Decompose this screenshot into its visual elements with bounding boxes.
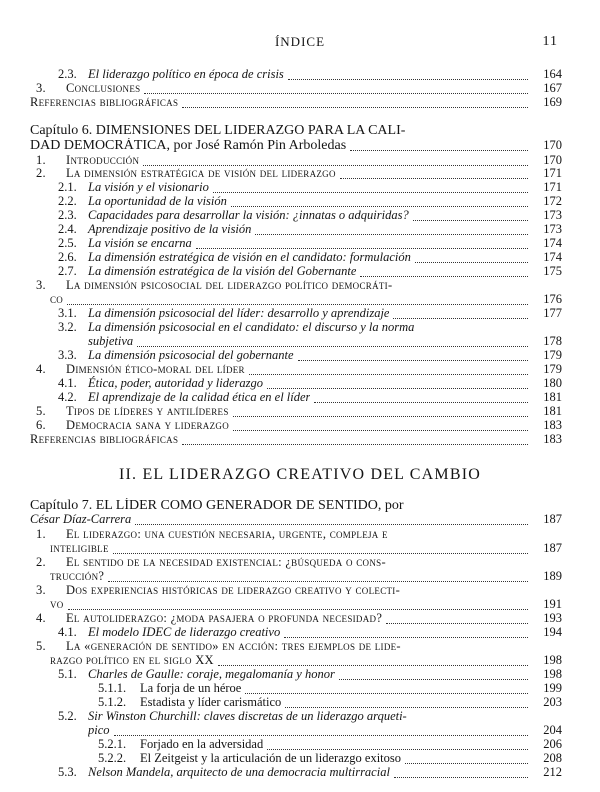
dot-leader (386, 613, 528, 624)
dot-leader (267, 378, 528, 389)
toc-entry-label (88, 334, 133, 348)
dot-leader (340, 168, 528, 179)
toc-entry-label (58, 390, 310, 404)
dot-leader (405, 753, 528, 764)
toc-entry-text: Referencias bibliográficas (30, 432, 179, 446)
dot-leader (350, 140, 528, 151)
toc-entry-text: La dimensión estratégica de la visión del Gobernante (88, 264, 357, 278)
toc-entry-page: 208 (543, 751, 562, 765)
dot-leader (213, 182, 528, 193)
toc-entry-page: 191 (543, 597, 562, 611)
toc-entry-label (30, 95, 178, 109)
toc-entry-page: 175 (543, 264, 562, 278)
toc-entry-number: 5.2.2. (98, 751, 127, 765)
toc-entry-label (98, 737, 263, 751)
toc-entry-page: 173 (543, 222, 562, 236)
toc-entry-page: 189 (543, 569, 562, 583)
dot-leader (218, 655, 528, 666)
dot-leader (68, 599, 528, 610)
toc-entry-text: inteligible (50, 541, 109, 555)
toc-entry-page: 167 (543, 81, 562, 95)
toc-entry-number: 2.2. (58, 194, 77, 208)
toc-entry-page: 198 (543, 653, 562, 667)
toc-entry-page: 212 (543, 765, 562, 779)
toc-entry-label (36, 362, 245, 376)
toc-entry-label (98, 695, 281, 709)
toc-entry-text: El aprendizaje de la calidad ética en el líder (88, 390, 311, 404)
dot-leader (288, 69, 528, 80)
toc-entry-label (36, 611, 382, 625)
toc-entry-number: 2.3. (58, 208, 77, 222)
toc-entry-label (58, 236, 192, 250)
toc-entry-page: 180 (543, 376, 562, 390)
toc-entry-text: Ética, poder, autoridad y liderazgo (88, 376, 263, 390)
toc-entry-number: 3.2. (58, 320, 77, 334)
toc-entry-page: 181 (543, 404, 562, 418)
dot-leader (360, 266, 528, 277)
toc-entry-number: 1. (36, 527, 46, 541)
toc-entry-page: 174 (543, 236, 562, 250)
toc-entry-text: La dimensión psicosocial del liderazgo político democráti- (66, 278, 393, 292)
toc-entry-text: La forja de un héroe (140, 681, 242, 695)
toc-entry-text: DAD DEMOCRÁTICA, por José Ramón Pin Arboledas (30, 138, 347, 153)
toc-entry-text: El autoliderazgo: ¿moda pasajera o profunda necesidad? (66, 611, 383, 625)
dot-leader (339, 669, 528, 680)
toc-entry-text: co (50, 292, 64, 306)
toc-entry-label (58, 180, 209, 194)
toc-entry-text: El modelo IDEC de liderazgo creativo (88, 625, 281, 639)
toc-entry-number: 5. (36, 639, 46, 653)
toc-entry-page: 187 (543, 512, 562, 526)
toc-entry-number: 3. (36, 81, 46, 95)
toc-entry-number: 2. (36, 555, 46, 569)
toc-entry-label (50, 653, 214, 667)
page-number: 11 (542, 34, 558, 49)
toc-entry-text: La dimensión psicosocial en el candidato: el discurso y la norma (88, 320, 415, 334)
toc-entry-text: Capítulo 7. EL LÍDER COMO GENERADOR DE SENTIDO, por (30, 498, 404, 513)
toc-entry-page: 203 (543, 695, 562, 709)
toc-entry-label (36, 527, 388, 541)
toc-entry-label (58, 306, 389, 320)
toc-entry-label (58, 250, 411, 264)
toc-entry-number: 5.1.2. (98, 695, 127, 709)
toc-entry-number: 4. (36, 362, 46, 376)
toc-entry-text: La dimensión estratégica de visión en el candidato: formulación (88, 250, 411, 264)
toc-entry-number: 5.2. (58, 709, 77, 723)
toc-entry-number: 5.1.1. (98, 681, 127, 695)
toc-entry-text: Sir Winston Churchill: claves discretas de un liderazgo arqueti- (88, 709, 407, 723)
toc-entry-page: 169 (543, 95, 562, 109)
toc-entry-number: 4. (36, 611, 46, 625)
toc-entry-label (50, 569, 104, 583)
toc-entry-label (50, 597, 64, 611)
toc-entry-label (58, 208, 409, 222)
toc-entry-number: 2. (36, 166, 46, 180)
toc-entry-page: 171 (543, 180, 562, 194)
toc-entry-text: La oportunidad de la visión (88, 194, 227, 208)
toc-entry-text: Dos experiencias históricas de liderazgo creativo y colecti- (66, 583, 401, 597)
toc-entry-text: La dimensión estratégica de visión del liderazgo (66, 166, 336, 180)
toc-entry-text: El liderazgo: una cuestión necesaria, urgente, compleja e (66, 527, 388, 541)
dot-leader (393, 308, 528, 319)
toc-entry-text: La dimensión psicosocial del líder: desarrollo y aprendizaje (88, 306, 390, 320)
toc-entry-page: 173 (543, 208, 562, 222)
toc-entry-number: 6. (36, 418, 46, 432)
dot-leader (255, 224, 528, 235)
toc-entry-page: 183 (543, 418, 562, 432)
part-heading: II. EL LIDERAZGO CREATIVO DEL CAMBIO (119, 466, 481, 483)
toc-entry-text: Dimensión ético-moral del líder (66, 362, 245, 376)
dot-leader (415, 252, 528, 263)
toc-entry-label (58, 625, 280, 639)
toc-entry-text: La visión se encarna (88, 236, 192, 250)
toc-entry-text: trucción? (50, 569, 105, 583)
toc-entry-text: Estadista y líder carismático (140, 695, 282, 709)
toc-entry-number: 2.1. (58, 180, 77, 194)
dot-leader (413, 210, 528, 221)
toc-entry-label (36, 166, 336, 180)
dot-leader (245, 683, 528, 694)
toc-entry-number: 5. (36, 404, 46, 418)
dot-leader (314, 392, 528, 403)
dot-leader (113, 543, 528, 554)
toc-entry-number: 4.1. (58, 625, 77, 639)
toc-entry-page: 193 (543, 611, 562, 625)
toc-entry-page: 183 (543, 432, 562, 446)
toc-entry-text: La dimensión psicosocial del gobernante (88, 348, 294, 362)
toc-entry-number: 2.4. (58, 222, 77, 236)
toc-entry-number: 5.2.1. (98, 737, 127, 751)
toc-entry-label (36, 81, 140, 95)
toc-entry-page: 177 (543, 306, 562, 320)
toc-entry-text: La visión y el visionario (88, 180, 209, 194)
toc-entry-page: 164 (543, 67, 562, 81)
dot-leader (233, 406, 528, 417)
toc-entry-label (30, 512, 131, 526)
dot-leader (249, 364, 528, 375)
toc-entry-page: 176 (543, 292, 562, 306)
toc-entry-label (36, 153, 139, 167)
toc-entry-text: Forjado en la adversidad (140, 737, 264, 751)
toc-entry-number: 2.3. (58, 67, 77, 81)
toc-entry-text: Referencias bibliográficas (30, 95, 179, 109)
toc-entry-label (36, 418, 229, 432)
dot-leader (285, 697, 528, 708)
toc-entry-label (50, 292, 63, 306)
toc-entry-text: El sentido de la necesidad existencial: ¿búsqueda o cons- (66, 555, 386, 569)
dot-leader (108, 571, 528, 582)
toc-entry-text: vo (50, 597, 64, 611)
toc-entry-label (36, 639, 401, 653)
toc-entry-text: Capacidades para desarrollar la visión: ¿innatas o adquiridas? (88, 208, 409, 222)
toc-entry-page: 172 (543, 194, 562, 208)
toc-entry-text: Introducción (66, 153, 140, 167)
toc-entry-text: Nelson Mandela, arquitecto de una democracia multirracial (88, 765, 390, 779)
toc-entry-page: 206 (543, 737, 562, 751)
dot-leader (233, 420, 528, 431)
toc-entry-label (30, 138, 346, 153)
toc-entry-label (58, 709, 407, 723)
toc-entry-page: 178 (543, 334, 562, 348)
toc-entry-label (58, 67, 284, 81)
toc-entry-page: 204 (543, 723, 562, 737)
dot-leader (284, 627, 528, 638)
toc-entry-text: razgo político en el siglo XX (50, 653, 214, 667)
toc-entry-label (50, 541, 109, 555)
toc-entry-text: Conclusiones (66, 81, 141, 95)
toc-entry-label (36, 278, 392, 292)
toc-entry-label (58, 320, 414, 334)
dot-leader (298, 350, 528, 361)
toc-entry-label (58, 667, 335, 681)
toc-entry-label (98, 751, 401, 765)
toc-entry-page: 181 (543, 390, 562, 404)
toc-entry-number: 1. (36, 153, 46, 167)
toc-entry-number: 2.6. (58, 250, 77, 264)
toc-entry-text: Aprendizaje positivo de la visión (88, 222, 252, 236)
dot-leader (143, 155, 528, 166)
toc-entry-text: El liderazgo político en época de crisis (88, 67, 284, 81)
toc-entry-number: 4.1. (58, 376, 77, 390)
toc-entry-page: 179 (543, 348, 562, 362)
toc-entry-label (36, 583, 400, 597)
toc-entry-label (30, 432, 178, 446)
dot-leader (114, 725, 528, 736)
toc-entry-number: 3.1. (58, 306, 77, 320)
toc-entry-page: 170 (543, 138, 562, 152)
toc-entry-page: 198 (543, 667, 562, 681)
toc-entry-text: pico (88, 723, 110, 737)
toc-entry-page: 174 (543, 250, 562, 264)
toc-entry-page: 199 (543, 681, 562, 695)
toc-entry-label (36, 404, 229, 418)
toc-entry-page: 170 (543, 153, 562, 167)
toc-entry-page: 179 (543, 362, 562, 376)
toc-entry-number: 2.7. (58, 264, 77, 278)
dot-leader (137, 336, 528, 347)
dot-leader (196, 238, 528, 249)
toc-entry-page: 194 (543, 625, 562, 639)
toc-entry-number: 3. (36, 278, 46, 292)
toc-entry-text: César Díaz-Carrera (30, 512, 132, 526)
toc-entry-label (30, 123, 405, 138)
dot-leader (67, 294, 528, 305)
toc-entry-text: Charles de Gaulle: coraje, megalomanía y honor (88, 667, 335, 681)
page-title: ÍNDICE (274, 34, 326, 49)
toc-entry-text: La «generación de sentido» en acción: tres ejemplos de lide- (66, 639, 401, 653)
dot-leader (267, 739, 528, 750)
toc-entry-label (58, 264, 356, 278)
toc-entry-label (98, 681, 241, 695)
toc-entry-number: 3.3. (58, 348, 77, 362)
toc-entry-text: subjetiva (88, 334, 134, 348)
toc-entry-page: 187 (543, 541, 562, 555)
dot-leader (231, 196, 528, 207)
toc-entry-label (58, 765, 390, 779)
toc-entry-text: El Zeitgeist y la articulación de un liderazgo exitoso (140, 751, 402, 765)
toc-entry-number: 3. (36, 583, 46, 597)
toc-entry-number: 2.5. (58, 236, 77, 250)
toc-entry-number: 4.2. (58, 390, 77, 404)
toc-entry-label (36, 555, 386, 569)
toc-entry-label (58, 348, 294, 362)
dot-leader (182, 434, 528, 445)
toc-entry-text: Capítulo 6. DIMENSIONES DEL LIDERAZGO PARA LA CALI- (30, 123, 406, 138)
dot-leader (182, 97, 528, 108)
dot-leader (135, 514, 528, 525)
toc-entry-number: 5.3. (58, 765, 77, 779)
dot-leader (144, 83, 528, 94)
toc-entry-text: Tipos de líderes y antilíderes (66, 404, 229, 418)
toc-entry-label (58, 194, 227, 208)
toc-entry-number: 5.1. (58, 667, 77, 681)
toc-entry-page: 171 (543, 166, 562, 180)
toc-entry-label (58, 376, 263, 390)
dot-leader (394, 767, 528, 778)
toc-entry-label (88, 723, 110, 737)
toc-entry-label (30, 498, 404, 513)
toc-entry-text: Democracia sana y liderazgo (66, 418, 230, 432)
toc-entry-label (58, 222, 251, 236)
